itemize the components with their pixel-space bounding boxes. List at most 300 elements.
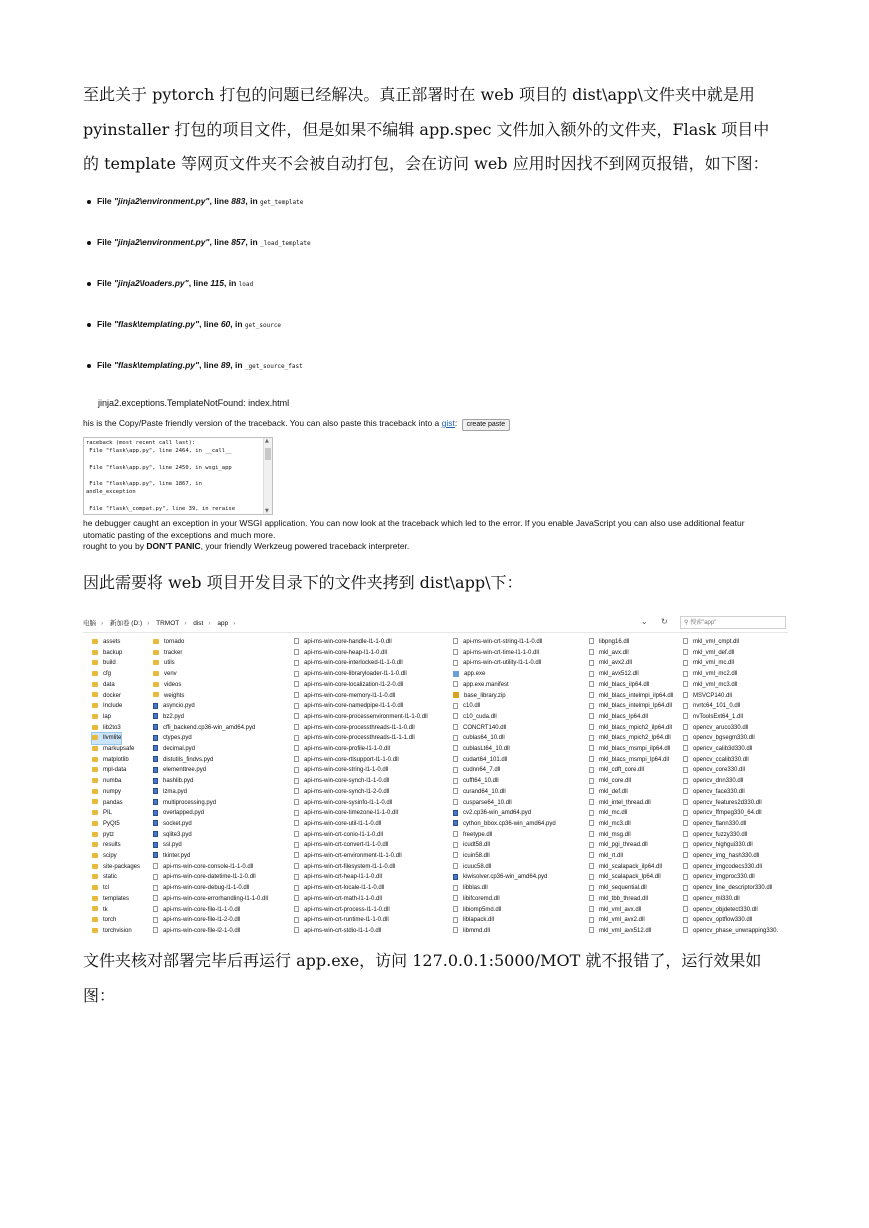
file-icon [589, 863, 594, 869]
file-name: opencv_img_hash330.dll [693, 853, 760, 859]
file-name: docker [103, 692, 122, 699]
folder-item[interactable] [92, 915, 116, 926]
folder-item[interactable] [92, 926, 132, 937]
file-item[interactable] [589, 851, 623, 862]
file-name: api-ms-win-core-datetime-l1-1-0.dll [163, 874, 256, 881]
folder-icon [92, 735, 98, 740]
file-icon [683, 842, 688, 848]
folder-item[interactable] [92, 894, 129, 905]
scrollbar[interactable] [263, 438, 272, 514]
file-item[interactable] [294, 637, 392, 648]
file-item[interactable] [453, 680, 509, 691]
file-icon [453, 778, 458, 784]
file-item[interactable] [294, 808, 398, 819]
file-icon [294, 649, 299, 655]
folder-item[interactable] [153, 691, 184, 702]
file-item[interactable] [683, 712, 743, 723]
traceback-frame[interactable]: File "jinja2\environment.py", line 883, in get_template [87, 196, 303, 206]
file-item[interactable] [683, 669, 737, 680]
folder-item[interactable] [92, 798, 123, 809]
file-item[interactable] [453, 658, 541, 669]
file-item[interactable] [589, 755, 669, 766]
file-item[interactable] [683, 658, 734, 669]
folder-item[interactable] [153, 658, 175, 669]
file-item[interactable] [153, 819, 192, 830]
file-icon [589, 638, 594, 644]
file-item[interactable] [453, 755, 507, 766]
file-item[interactable] [294, 733, 415, 744]
folder-icon [92, 821, 98, 826]
file-item[interactable] [453, 798, 512, 809]
file-name: hashlib.pyd [163, 778, 194, 785]
file-item[interactable] [153, 744, 195, 755]
file-name: opencv_fuzzy330.dll [693, 831, 748, 838]
file-item[interactable] [153, 765, 206, 776]
file-name: api-ms-win-crt-string-l1-1-0.dll [463, 639, 543, 645]
file-item[interactable] [683, 883, 772, 894]
file-item[interactable] [453, 926, 490, 937]
folder-icon [92, 778, 98, 783]
file-item[interactable] [589, 840, 648, 851]
file-item[interactable] [589, 872, 661, 883]
file-item[interactable] [683, 851, 759, 862]
file-item[interactable] [589, 712, 648, 723]
folder-icon [153, 682, 159, 687]
file-item[interactable] [153, 851, 190, 862]
file-icon [589, 874, 594, 880]
file-icon [294, 820, 299, 826]
folder-item[interactable] [92, 840, 121, 851]
traceback-frame[interactable]: File "flask\templating.py", line 60, in get_source [87, 319, 281, 329]
file-name: api-ms-win-crt-conio-l1-1-0.dll [304, 831, 384, 838]
file-item[interactable] [589, 765, 644, 776]
file-item[interactable] [453, 733, 505, 744]
file-icon [683, 756, 688, 762]
folder-item[interactable] [92, 905, 108, 916]
file-name: api-ms-win-core-memory-l1-1-0.dll [304, 692, 396, 699]
file-item[interactable] [294, 669, 407, 680]
file-item[interactable] [683, 915, 752, 926]
file-name: api-ms-win-core-libraryloader-l1-1-0.dll [304, 671, 407, 678]
file-name: api-ms-win-core-string-l1-1-0.dll [304, 767, 389, 774]
file-item[interactable] [153, 926, 240, 937]
chevron-right-icon: › [233, 620, 236, 627]
file-icon [294, 671, 299, 677]
file-item[interactable] [453, 787, 506, 798]
breadcrumb-item[interactable]: 电脑 [83, 620, 96, 627]
file-item[interactable] [294, 701, 403, 712]
file-item[interactable] [453, 776, 499, 787]
file-item[interactable] [294, 787, 389, 798]
file-item[interactable] [589, 691, 673, 702]
file-item[interactable] [683, 830, 747, 841]
file-item[interactable] [153, 755, 213, 766]
file-icon [683, 863, 688, 869]
file-item[interactable] [153, 787, 187, 798]
file-item[interactable] [453, 691, 506, 702]
file-item[interactable] [683, 894, 740, 905]
file-item[interactable] [453, 701, 480, 712]
file-name: api-ms-win-core-processthreads-l1-1-1.dll [304, 735, 415, 742]
folder-item[interactable] [92, 851, 117, 862]
file-name: matplotlib [103, 756, 129, 763]
file-name: api-ms-win-crt-filesystem-l1-1-0.dll [304, 863, 396, 870]
folder-item[interactable] [92, 712, 111, 723]
file-name: cv2.cp36-win_amd64.pyd [463, 810, 532, 817]
file-item[interactable] [683, 637, 739, 648]
file-item[interactable] [294, 894, 382, 905]
paragraph-line: pyinstaller 打包的项目文件，但是如果不编辑 app.spec 文件加入额外的文件夹，Flask 项目中 [83, 119, 770, 139]
bullet-icon [87, 282, 91, 286]
file-item[interactable] [453, 851, 490, 862]
file-item[interactable] [153, 862, 253, 873]
file-item[interactable] [453, 723, 506, 734]
file-name: libblas.dll [463, 885, 488, 892]
bullet-icon [87, 241, 91, 245]
file-item[interactable] [294, 755, 399, 766]
python-file-icon [153, 831, 158, 837]
file-name: overlapped.pyd [163, 810, 205, 817]
file-item[interactable] [589, 723, 672, 734]
file-icon [453, 767, 458, 773]
file-icon [589, 713, 594, 719]
file-item[interactable] [294, 680, 403, 691]
folder-item[interactable] [92, 744, 134, 755]
folder-item[interactable] [92, 680, 115, 691]
zip-icon [453, 692, 459, 698]
breadcrumb-item[interactable]: TRMOT [156, 620, 180, 627]
file-name: libifcoremd.dll [463, 895, 500, 902]
folder-icon [92, 799, 98, 804]
file-icon [453, 681, 458, 687]
folder-item[interactable] [92, 691, 121, 702]
file-icon [153, 895, 158, 901]
file-name: api-ms-win-core-localization-l1-2-0.dll [304, 681, 404, 688]
file-item[interactable] [683, 691, 732, 702]
file-item[interactable] [294, 744, 390, 755]
file-item[interactable] [589, 744, 670, 755]
file-item[interactable] [453, 830, 492, 841]
file-item[interactable] [453, 872, 547, 883]
file-item[interactable] [683, 787, 745, 798]
file-item[interactable] [589, 798, 651, 809]
breadcrumb-item[interactable]: app [217, 620, 229, 627]
file-item[interactable] [589, 637, 629, 648]
file-name: opencv_line_descriptor330.dll [693, 885, 773, 892]
file-item[interactable] [153, 915, 240, 926]
file-name: opencv_core330.dll [693, 767, 746, 774]
folder-item[interactable] [92, 776, 121, 787]
file-icon [453, 713, 458, 719]
file-item[interactable] [294, 840, 388, 851]
debugger-line: utomatic pasting of the exceptions and much more. [83, 529, 276, 540]
file-item[interactable] [153, 733, 192, 744]
file-item[interactable] [589, 883, 647, 894]
folder-item[interactable] [153, 680, 181, 691]
folder-item[interactable] [92, 701, 122, 712]
file-icon [453, 885, 458, 891]
file-name: libiomp5md.dll [463, 906, 502, 913]
folder-item[interactable] [92, 787, 121, 798]
folder-item[interactable] [92, 723, 121, 734]
file-item[interactable] [589, 787, 628, 798]
traceback-frame[interactable]: File "jinja2\environment.py", line 857, in _load_template [87, 237, 311, 247]
file-name: assets [103, 639, 121, 645]
file-item[interactable] [589, 862, 662, 873]
file-name: videos [164, 681, 182, 688]
file-name: api-ms-win-core-synch-l1-2-0.dll [304, 788, 390, 795]
file-item[interactable] [589, 669, 639, 680]
file-item[interactable] [294, 691, 395, 702]
file-item[interactable] [294, 915, 389, 926]
file-item[interactable] [589, 733, 671, 744]
file-name: api-ms-win-core-profile-l1-1-0.dll [304, 746, 391, 752]
file-name: scipy [103, 853, 117, 859]
file-item[interactable] [294, 648, 387, 659]
traceback-frame[interactable]: File "flask\templating.py", line 89, in _get_source_fast [87, 360, 303, 370]
file-item[interactable] [294, 872, 382, 883]
file-name: build [103, 660, 116, 667]
scroll-up-icon[interactable]: ▲ [265, 438, 269, 444]
file-item[interactable] [294, 723, 415, 734]
file-item[interactable] [589, 894, 648, 905]
file-icon [589, 649, 594, 655]
file-item[interactable] [589, 926, 651, 937]
file-name: mkl_vml_cmpt.dll [693, 639, 740, 645]
file-name: tk [103, 906, 108, 913]
bullet-icon [87, 200, 91, 204]
file-item[interactable] [589, 819, 631, 830]
file-item[interactable] [589, 905, 641, 916]
file-item[interactable] [683, 840, 753, 851]
traceback-frame[interactable]: File "jinja2\loaders.py", line 115, in load [87, 278, 253, 288]
file-item[interactable] [153, 776, 193, 787]
file-name: freetype.dll [463, 831, 493, 838]
file-item[interactable] [153, 905, 240, 916]
breadcrumb-item[interactable]: 新加卷 (D:) [109, 620, 143, 627]
file-icon [294, 885, 299, 891]
file-name: app.exe.manifest [463, 681, 509, 688]
file-item[interactable] [589, 648, 629, 659]
folder-item[interactable] [92, 648, 122, 659]
file-item[interactable] [683, 701, 740, 712]
file-name: opencv_dnn330.dll [693, 778, 744, 785]
file-item[interactable] [683, 798, 762, 809]
file-name: mkl_blacs_intelmpi_ilp64.dll [599, 692, 674, 699]
scroll-down-icon[interactable]: ▼ [265, 508, 269, 514]
file-name: data [103, 681, 115, 688]
file-item[interactable] [453, 862, 491, 873]
file-icon [683, 692, 688, 698]
file-item[interactable] [683, 808, 762, 819]
refresh-icon[interactable]: ↻ [661, 617, 668, 626]
file-item[interactable] [683, 905, 758, 916]
file-name: opencv_flann330.dll [693, 820, 747, 827]
file-name: opencv_ffmpeg330_64.dll [693, 810, 762, 817]
file-item[interactable] [683, 680, 737, 691]
folder-item[interactable] [153, 637, 184, 648]
file-item[interactable] [294, 712, 428, 723]
file-item[interactable] [294, 819, 381, 830]
file-icon [294, 692, 299, 698]
file-item[interactable] [453, 894, 500, 905]
file-item[interactable] [294, 658, 403, 669]
folder-item[interactable] [92, 830, 114, 841]
gist-link[interactable]: gist [441, 418, 455, 428]
file-item[interactable] [683, 765, 745, 776]
file-name: backup [103, 649, 123, 656]
file-item[interactable] [683, 926, 778, 937]
file-item[interactable] [683, 648, 734, 659]
file-item[interactable] [153, 894, 268, 905]
address-bar[interactable] [83, 614, 788, 633]
file-item[interactable] [453, 765, 500, 776]
file-item[interactable] [589, 658, 632, 669]
file-icon [294, 810, 299, 816]
file-icon [294, 756, 299, 762]
file-icon [294, 927, 299, 933]
file-item[interactable] [153, 701, 195, 712]
folder-item[interactable] [92, 755, 129, 766]
file-item[interactable] [153, 830, 192, 841]
file-item[interactable] [294, 830, 383, 841]
file-name: icuin58.dll [463, 853, 490, 859]
file-name: lib2to3 [103, 724, 121, 731]
search-input[interactable]: ⚲ 搜索"app" [680, 616, 786, 629]
file-name: curand64_10.dll [463, 788, 506, 795]
file-item[interactable] [589, 830, 631, 841]
file-icon [153, 874, 158, 880]
file-item[interactable] [683, 755, 749, 766]
file-item[interactable] [683, 819, 746, 830]
file-item[interactable] [153, 723, 255, 734]
file-item[interactable] [294, 776, 389, 787]
file-icon [294, 799, 299, 805]
file-item[interactable] [294, 851, 402, 862]
file-item[interactable] [294, 798, 392, 809]
file-item[interactable] [153, 712, 184, 723]
folder-icon [153, 650, 159, 655]
file-item[interactable] [294, 905, 390, 916]
file-item[interactable] [294, 862, 395, 873]
file-icon [589, 681, 594, 687]
breadcrumb-item[interactable]: dist [193, 620, 204, 627]
folder-item[interactable] [92, 872, 117, 883]
file-icon [453, 735, 458, 741]
folder-item[interactable] [92, 658, 116, 669]
file-icon [294, 681, 299, 687]
file-icon [453, 852, 458, 858]
file-name: api-ms-win-core-debug-l1-1-0.dll [163, 885, 250, 892]
file-icon [453, 895, 458, 901]
file-item[interactable] [453, 637, 542, 648]
folder-icon [92, 714, 98, 719]
file-item[interactable] [453, 712, 497, 723]
file-name: mkl_vml_def.dll [693, 649, 735, 656]
file-item[interactable] [589, 808, 627, 819]
file-item[interactable] [589, 915, 645, 926]
folder-icon [153, 671, 159, 676]
file-icon [453, 831, 458, 837]
file-icon [453, 788, 458, 794]
file-name: nvToolsExt64_1.dll [693, 713, 744, 720]
folder-item[interactable] [92, 883, 109, 894]
file-item[interactable] [589, 776, 631, 787]
folder-item[interactable] [92, 862, 140, 873]
file-item[interactable] [153, 798, 216, 809]
file-item[interactable] [453, 915, 494, 926]
file-item[interactable] [153, 840, 182, 851]
folder-item[interactable] [92, 808, 112, 819]
file-icon [589, 885, 594, 891]
dropdown-icon[interactable]: ⌄ [641, 617, 648, 626]
folder-icon [92, 896, 98, 901]
file-name: markupsafe [103, 746, 135, 752]
file-item[interactable] [683, 733, 755, 744]
file-item[interactable] [453, 669, 485, 680]
file-item[interactable] [153, 883, 249, 894]
file-item[interactable] [453, 905, 501, 916]
python-file-icon [153, 852, 158, 858]
file-name: lap [103, 713, 112, 720]
file-icon [589, 810, 594, 816]
folder-item[interactable] [92, 733, 121, 744]
file-icon [589, 852, 594, 858]
folder-item[interactable] [92, 765, 126, 776]
file-item[interactable] [683, 776, 743, 787]
file-icon [294, 660, 299, 666]
file-item[interactable] [683, 872, 755, 883]
file-item[interactable] [153, 808, 204, 819]
folder-item[interactable] [153, 669, 177, 680]
scrollbar-thumb[interactable] [265, 448, 271, 460]
file-item[interactable] [153, 872, 256, 883]
file-name: opencv_highgui330.dll [693, 842, 753, 849]
file-name: opencv_phase_unwrapping330. [693, 927, 779, 934]
file-item[interactable] [453, 883, 488, 894]
file-item[interactable] [683, 862, 762, 873]
folder-item[interactable] [92, 819, 120, 830]
file-item[interactable] [294, 765, 388, 776]
file-item[interactable] [453, 648, 539, 659]
file-name: tkinter.pyd [163, 853, 191, 859]
folder-item[interactable] [92, 669, 111, 680]
file-name: mkl_blacs_mpich2_ilp64.dll [599, 724, 673, 731]
file-name: opencv_face330.dll [693, 788, 745, 795]
file-item[interactable] [453, 840, 490, 851]
folder-item[interactable] [153, 648, 182, 659]
create-paste-button[interactable]: create paste [462, 419, 511, 431]
file-name: cfg [103, 671, 112, 678]
folder-icon [92, 864, 98, 869]
file-item[interactable] [589, 680, 649, 691]
file-name: api-ms-win-core-file-l1-2-0.dll [163, 917, 241, 924]
file-item[interactable] [453, 819, 556, 830]
python-file-icon [153, 842, 158, 848]
file-item[interactable] [294, 883, 384, 894]
traceback-textarea[interactable] [83, 437, 273, 515]
file-item[interactable] [683, 723, 748, 734]
file-item[interactable] [453, 744, 510, 755]
file-item[interactable] [589, 701, 672, 712]
file-name: CONCRT140.dll [463, 724, 507, 731]
folder-item[interactable] [92, 637, 120, 648]
file-item[interactable] [294, 926, 381, 937]
file-icon [683, 681, 688, 687]
file-icon [683, 917, 688, 923]
file-item[interactable] [453, 808, 531, 819]
file-item[interactable] [683, 744, 752, 755]
